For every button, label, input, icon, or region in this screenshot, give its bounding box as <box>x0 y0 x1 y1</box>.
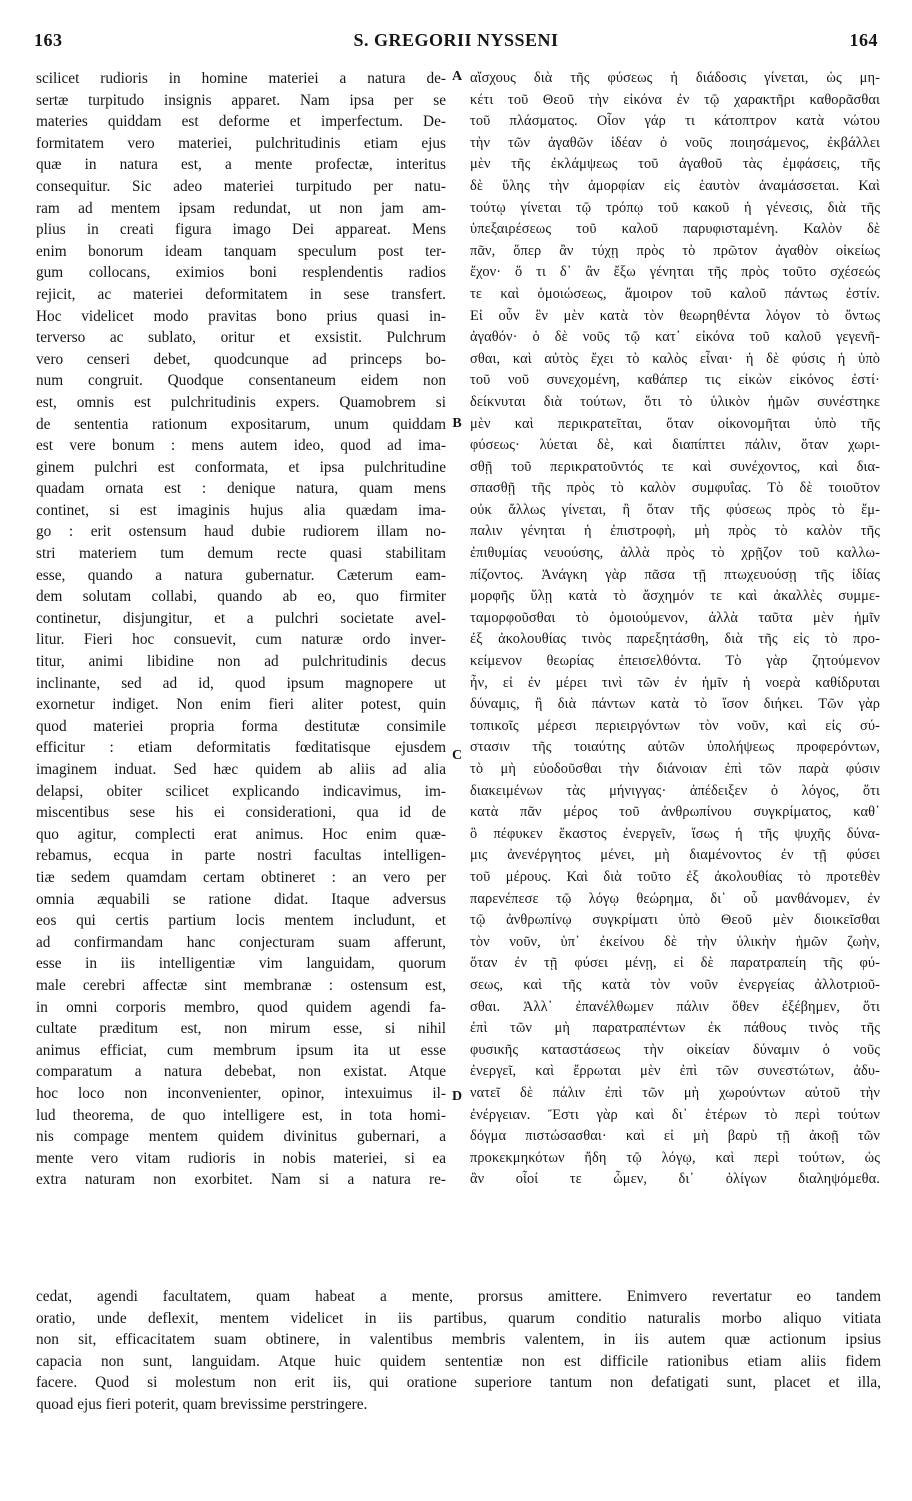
latin-text-line: est, omnis est pulchritudinis expers. Quamobrem si <box>36 393 446 411</box>
greek-text-line: τούτῳ γίνεται τῷ τρόπῳ τοῦ κακοῦ ἡ γένεσις, διὰ τῆς <box>470 199 880 216</box>
latin-text-line: extra naturam non exorbitet. Nam si a natura re- <box>36 1171 446 1189</box>
latin-text-line: continetur, disjungitur, et a pulchri societate avel- <box>36 609 446 627</box>
latin-text-line: non sit, efficacitatem suam obtinere, in valentibus membris valentem, in iis autem quæ actionum ipsius <box>36 1331 881 1349</box>
latin-text-line: cedat, agendi facultatem, quam habeat a mente, prorsus amittere. Enimvero revertatur eo tandem <box>36 1288 881 1305</box>
greek-text-line: τοῦ νοῦ συνεχομένη, καθάπερ τις εἰκὼν εἰκόνος ἐστί· <box>470 372 880 389</box>
latin-column <box>36 68 446 1191</box>
latin-text-line: in omni corporis membro, quod quidem agendi fa- <box>36 998 446 1016</box>
greek-text-line: ὅταν ἐν τῇ φύσει μένῃ, εἰ δὲ παρατραπείη τῆς φύ- <box>470 955 880 972</box>
latin-text-line: num congruit. Quodque consentaneum eidem non <box>36 372 446 390</box>
full-width-continuation <box>36 1286 881 1416</box>
greek-text-line: αἴσχους διὰ τῆς φύσεως ἡ διάδοσις γίνεται, ὡς μη- <box>470 70 880 86</box>
page-number-left: 163 <box>34 30 63 50</box>
latin-text-line: scilicet rudioris in homine materiei a natura de- <box>36 70 446 87</box>
greek-text-line: ταμορφοῦσθαι τὸ ὁμοιούμενον, ἀλλὰ ταῦτα μὲν ἡμῖν <box>470 609 880 626</box>
greek-text-line: Εἰ οὖν ἓν μὲν κατὰ τὸν θεωρηθέντα λόγον τὸ ὄντως <box>470 307 880 324</box>
latin-text-line: litur. Fieri hoc consuevit, cum naturæ ordo inver- <box>36 631 446 649</box>
page-number-right: 164 <box>849 30 878 50</box>
greek-text-line: δύναμις, ἢ διὰ πάντων κατὰ τὸ ἴσον διήκει. Τῶν γὰρ <box>470 696 880 713</box>
greek-text-line: σθαι. Ἀλλ᾽ ἐπανέλθωμεν πάλιν ὅθεν ἐξέβημεν, ὅτι <box>470 998 880 1015</box>
latin-text-line: est vere bonum : mens autem ideo, quod ad ima- <box>36 437 446 455</box>
latin-text-line: esse, quando a natura gubernatur. Cæterum eam- <box>36 566 446 584</box>
latin-text-line: Hoc videlicet modo pravitas bono prius quasi in- <box>36 307 446 325</box>
latin-text-line: quo agitur, complecti erat animus. Hoc enim quæ- <box>36 825 446 843</box>
latin-text-line: materies quiddam est deforme et imperfectum. De- <box>36 113 446 131</box>
greek-text-line: σπασθῇ τῆς πρὸς τὸ καλὸν συμφυΐας. Τὸ δὲ τοιοῦτον <box>470 480 880 497</box>
latin-text-line: omnia æquabili se ratione didat. Itaque adversus <box>36 890 446 908</box>
latin-text-line: formitatem vero materiei, pulchritudinis etiam ejus <box>36 134 446 152</box>
latin-text-line: continet, si est imaginis hujus alia quædam ima- <box>36 501 446 519</box>
latin-text-line: plius in creati figura imago Dei appareat. Mens <box>36 221 446 239</box>
greek-text-line: τὸν νοῦν, ὑπ᾽ ἐκείνου δὲ τὴν ὑλικὴν ἡμῶν ζωὴν, <box>470 933 880 950</box>
greek-text-line: τοῦ μέρους. Καὶ διὰ τοῦτο ἐξ ἀκολουθίας τὸ προτεθὲν <box>470 868 880 885</box>
greek-text-line: ἐπιθυμίας νευούσης, ἀλλὰ πρὸς τὸ χρῇζον τοῦ καλλω- <box>470 545 880 562</box>
greek-text-line: τοπικοῖς μέρεσι περιειργόντων τὸν νοῦν, καὶ εἰς σύ- <box>470 717 880 734</box>
greek-text-line: κατὰ πᾶν μέρος τοῦ ἀνθρωπίνου συγκρίματος, καθ᾽ <box>470 804 880 821</box>
greek-text-line: διακειμένων τὰς μήνιγγας· ἀπέδειξεν ὁ λόγος, ὅτι <box>470 782 880 799</box>
latin-text-line: eos qui certis partium locis mentem includunt, et <box>36 912 446 930</box>
latin-text-line: esse in iis intelligentiæ vim languidam, quorum <box>36 955 446 973</box>
greek-text-line: τε καὶ ὁμοιώσεως, ἄμοιρον τοῦ καλοῦ πάντως ἐστίν. <box>470 285 880 302</box>
greek-text-line: πᾶν, ὅπερ ἂν τύχῃ πρὸς τὸ πρῶτον ἀγαθὸν οἰκείως <box>470 242 880 259</box>
greek-text-line: ὃ πέφυκεν ἕκαστος ἐνεργεῖν, ἴσως ἡ τῆς ψυχῆς δύνα- <box>470 825 880 842</box>
greek-text-line: ἐνέργειαν. Ἔστι γὰρ καὶ δι᾽ ἑτέρων τὸ περὶ τούτων <box>470 1106 880 1123</box>
greek-text-line: παρενέπεσε τῷ λόγῳ θεώρημα, δι᾽ οὗ μανθάνομεν, ἐν <box>470 890 880 907</box>
latin-text-line: cultate præditum est, non mirum esse, si nihil <box>36 1020 446 1038</box>
greek-text-line: κείμενον θεωρίας ἐπεισελθόντα. Τὸ γὰρ ζητούμενον <box>470 653 880 670</box>
latin-text-line: miscentibus sese his ei considerationi, qua id de <box>36 804 446 822</box>
latin-text-line: delapsi, obiter scilicet explicando indicavimus, im- <box>36 782 446 800</box>
latin-text-line: consequitur. Sic adeo materiei turpitudo per natu- <box>36 177 446 195</box>
latin-text-line: quoad ejus fieri poterit, quam brevissime perstringere. <box>36 1395 368 1413</box>
latin-text-line: vero censeri debet, quodcunque ad princeps bo- <box>36 350 446 368</box>
section-marker-c: C <box>451 748 463 763</box>
latin-text-line: exornetur indiget. Non enim fieri aliter potest, quin <box>36 696 446 714</box>
latin-text-line: ginem pulchri est conformata, et ipsa pulchritudine <box>36 458 446 476</box>
greek-text-line: τὸ μὴ εὐοδοῦσθαι τὴν διάνοιαν ἐπὶ τῶν παρὰ φύσιν <box>470 761 880 777</box>
greek-text-line: δὲ ὕλης τὴν ἀμορφίαν εἰς ἑαυτὸν ἀναμάσσεται. Καὶ <box>470 177 880 194</box>
greek-text-line: τοῦ πλάσματος. Οἷον γάρ τι κάτοπτρον κατὰ νώτου <box>470 113 880 130</box>
latin-text-line: nis compage mentem quidem divinitus gubernari, a <box>36 1128 446 1146</box>
greek-text-line: μις ἀνενέργητος μένει, μὴ διαμένοντος ἐν τῇ φύσει <box>470 847 880 864</box>
greek-text-line: ἂν οἷοί τε ὦμεν, δι᾽ ὀλίγων διαληψόμεθα. <box>470 1171 880 1188</box>
latin-text-line: lud theorema, de quo intelligere est, in tota homi- <box>36 1106 446 1124</box>
latin-text-line: tiæ sedem quamdam certam obtineret : an vero per <box>36 868 446 886</box>
section-marker-b: B <box>452 416 462 431</box>
greek-text-line: οὐκ ἄλλως γίνεται, ἢ ὅταν τῆς φύσεως πρὸς τὸ ἔμ- <box>470 501 880 518</box>
latin-text-line: dem solutam collabi, quando ab eo, quo firmiter <box>36 588 446 606</box>
latin-text-line: gum collocans, eximios boni resplendentis radios <box>36 264 446 282</box>
latin-text-line: sertæ turpitudo insignis apparet. Nam ipsa per se <box>36 91 446 109</box>
greek-text-line: ἐξ ἀκολουθίας τινὸς παρεξητάσθη, διὰ τῆς εἰς τὸ προ- <box>470 631 880 648</box>
latin-text-line: male cerebri affectæ sint membranæ : ostensum est, <box>36 976 446 994</box>
latin-text-line: titur, animi libidine non ad pulchritudinis decus <box>36 653 446 671</box>
latin-text-line: enim bonorum ideam tanquam speculum post ter- <box>36 242 446 260</box>
latin-text-line: oratio, unde deflexit, mentem videlicet in iis partibus, quarum conditio naturalis morbo aliquo vitiata <box>36 1309 881 1327</box>
greek-text-line: μὲν καὶ περικρατεῖται, ὅταν οἰκονομῆται ὑπὸ τῆς <box>470 415 880 432</box>
latin-text-line: de sententia rationum expositarum, unum quiddam <box>36 415 446 433</box>
greek-text-line: νατεῖ δὲ πάλιν ἐπὶ τῶν μὴ χωρούντων αὐτοῦ τὴν <box>470 1084 880 1101</box>
latin-text-line: quæ in natura est, a mente profectæ, interitus <box>36 156 446 174</box>
latin-text-line: facere. Quod si molestum non erit iis, qui oratione superiore tantum non defatigati sunt, placet et illa, <box>36 1374 881 1392</box>
latin-text-line: stri materiem tum demum recte quasi stabilitam <box>36 545 446 563</box>
latin-text-line: rejicit, ac materiei deformitatem in sese transfert. <box>36 285 446 303</box>
greek-text-line: ἔχον· ὅ τι δ᾽ ἂν ἔξω γένηται τῆς πρὸς τοῦτο σχέσεώς <box>470 264 880 281</box>
latin-text-line: inclinante, sed ad id, quod ipsum magnopere ut <box>36 674 446 692</box>
latin-text-line: go : erit ostensum haud dubie rudiorem illam no- <box>36 523 446 541</box>
greek-text-line: φύσεως· λύεται δὲ, καὶ διαπίπτει πάλιν, ὅταν χωρι- <box>470 437 880 454</box>
section-marker-d: D <box>451 1089 463 1104</box>
greek-text-line: προκεκμηκότων ἤδη τῷ λόγῳ, καὶ περὶ τούτων, ὡς <box>470 1149 880 1166</box>
latin-text-line: capacia non sunt, languidam. Atque huic quidem sententiæ non est difficile rationibus etiam aliis fidem <box>36 1352 881 1370</box>
latin-text-line: ram ad mentem ipsam redundat, ut non jam am- <box>36 199 446 217</box>
greek-text-line: τὴν τῶν ἀγαθῶν ἰδέαν ὁ νοῦς ποιησάμενος, ἐκβάλλει <box>470 134 880 151</box>
latin-text-line: efficitur : etiam deformitatis fœditatisque ejusdem <box>36 739 446 757</box>
greek-text-line: τῷ ἀνθρωπίνῳ συγκρίματι ὑπὸ Θεοῦ μὲν διοικεῖσθαι <box>470 912 880 929</box>
greek-text-line: ἐπὶ τῶν μὴ παρατραπέντων ἐκ πάθους τινὸς τῆς <box>470 1020 880 1037</box>
greek-text-line: ἐνεργεῖ, καὶ ἔρρωται μὲν ἐπὶ τῶν συνεστώτων, ἀδυ- <box>470 1063 880 1080</box>
latin-text-line: imaginem induat. Sed hæc quidem ab aliis ad alia <box>36 761 446 778</box>
latin-text-line: terverso ac sublato, oritur et exsistit. Pulchrum <box>36 329 446 347</box>
greek-text-line: σθαι, καὶ αὐτὸς ἔχει τὸ καλὸς εἶναι· ἡ δὲ φύσις ἡ ὑπὸ <box>470 350 880 367</box>
greek-text-line: παλιν γένηται ἡ ἐπιστροφὴ, μὴ πρὸς τὸ καλὸν τῆς <box>470 523 880 540</box>
latin-text-line: hoc loco non inconvenienter, opinor, intexuimus il- <box>36 1084 446 1102</box>
greek-text-line: δείκνυται διὰ τούτων, ὅτι τὸ ὑλικὸν ἡμῶν συνέστηκε <box>470 393 880 410</box>
greek-text-line: στασιν τῆς τοιαύτης αὐτῶν ὑπολήψεως προφερόντων, <box>470 739 880 756</box>
greek-text-line: κέτι τοῦ Θεοῦ τὴν εἰκόνα ἐν τῷ χαρακτῆρι καθορᾶσθαι <box>470 91 880 108</box>
greek-text-line: μορφῆς ὕλῃ κατὰ τὸ ἄσχημόν τε καὶ ἀκαλλὲς συμμε- <box>470 588 880 605</box>
latin-text-line: animus efficiat, cum membrum ipsum ita ut esse <box>36 1041 446 1059</box>
greek-text-line: φυσικῆς καταστάσεως τὴν οἰκείαν δύναμιν ὁ νοῦς <box>470 1041 880 1058</box>
greek-text-line: ὑπεξαιρέσεως τοῦ καλοῦ παρυφισταμένη. Καλὸν δὲ <box>470 221 880 238</box>
greek-text-line: ἦν, εἰ ἐν μέρει τινὶ τῶν ἐν ἡμῖν ἡ νοερὰ καθίδρυται <box>470 674 880 691</box>
greek-text-line: ἀγαθόν· ὁ δὲ νοῦς τῷ κατ᾽ εἰκόνα τοῦ καλοῦ γεγενῆ- <box>470 329 880 346</box>
latin-text-line: quadam ornata est : denique natura, quam mens <box>36 480 446 498</box>
latin-text-line: ad confirmandam hanc conjecturam suam afferunt, <box>36 933 446 951</box>
latin-text-line: rebamus, ecqua in parte nostri facultas intelligen- <box>36 847 446 865</box>
greek-text-line: σθῇ τοῦ περικρατοῦντός τε καὶ συνέχοντος, καὶ δια- <box>470 458 880 475</box>
page-header <box>34 30 878 60</box>
section-marker-a: A <box>451 69 463 84</box>
latin-text-line: comparatum a natura debebat, non existat. Atque <box>36 1063 446 1081</box>
greek-text-line: σεως, καὶ τῆς κατὰ τὸν νοῦν ἐνεργείας ἀλλοτριοῦ- <box>470 976 880 993</box>
greek-text-line: πίζοντος. Ἀνάγκη γὰρ πᾶσα τῇ πτωχευούσῃ τῆς ἰδίας <box>470 566 880 583</box>
greek-column <box>470 68 880 1191</box>
latin-text-line: mente vero vitam rudioris in nobis materiei, si ea <box>36 1149 446 1167</box>
running-title: S. GREGORII NYSSENI <box>353 30 559 50</box>
greek-text-line: δόγμα πιστώσασθαι· καὶ εἰ μὴ βαρὺ τῇ ἀκοῇ τῶν <box>470 1128 880 1145</box>
greek-text-line: μὲν τῆς ἐκλάμψεως τοῦ ἀγαθοῦ τὰς ἐμφάσεις, τῆς <box>470 156 880 173</box>
latin-text-line: quod materiei propria forma destitutæ consimile <box>36 717 446 735</box>
